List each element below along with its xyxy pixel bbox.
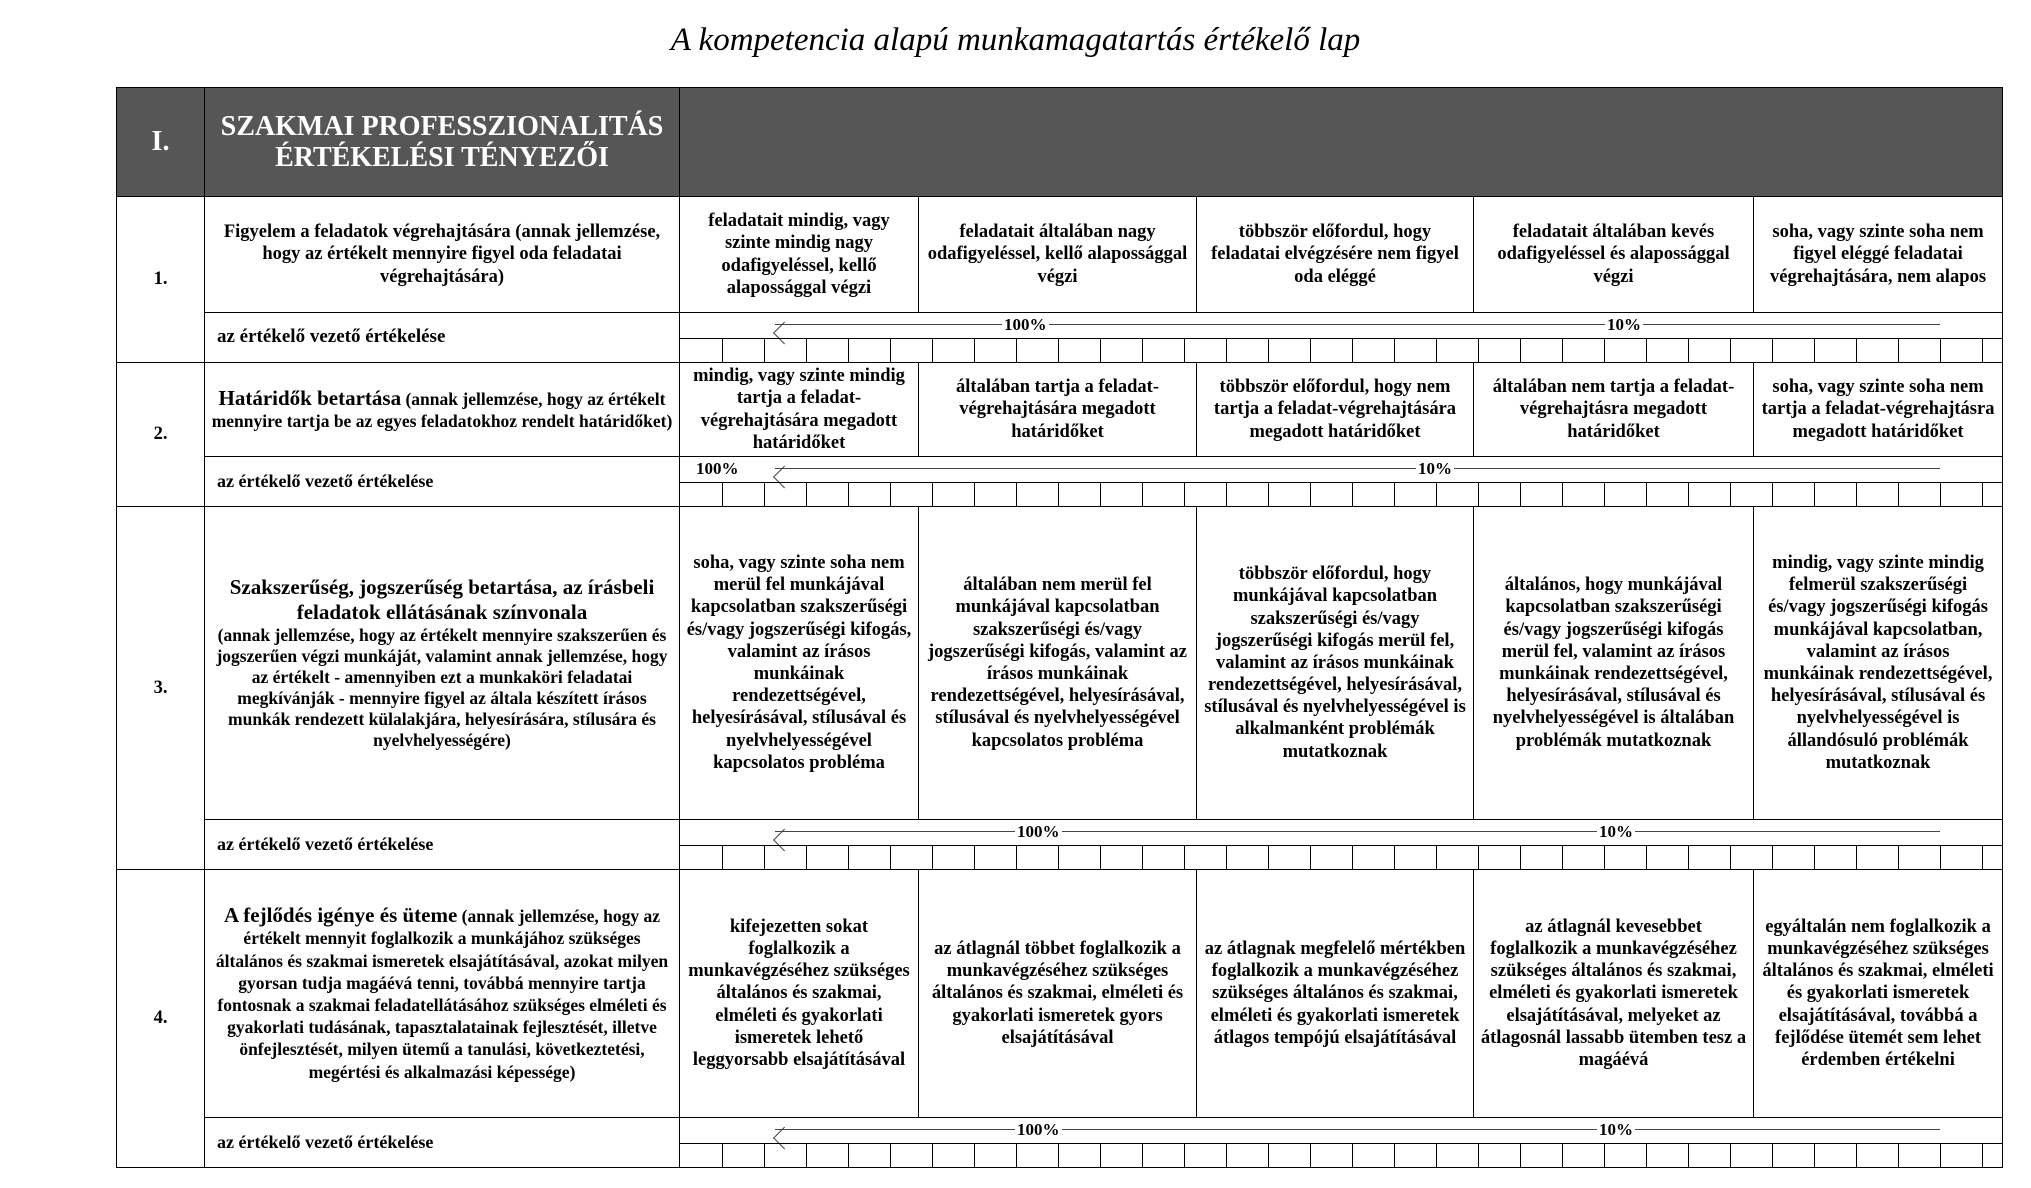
criterion-number: 2. [117,363,205,507]
rating-option: feladatait általában nagy odafigyeléssel, kellő alapossággal végzi [919,197,1197,313]
section-number: I. [117,88,205,197]
rating-box-divider [1772,338,1773,363]
rating-box-divider [1604,482,1605,507]
evaluation-row-4 [117,1118,2003,1168]
rating-box-divider [1184,845,1185,870]
rating-boxes[interactable] [680,482,2002,507]
rating-box-divider [1814,845,1815,870]
evaluator-label: az értékelő vezető értékelése [205,313,680,363]
rating-option: általában nem merül fel munkájával kapcsolatban szakszerűségi és/vagy jogszerűségi kifogás, valamint az írásos munkáinak rendezettségével, helyesírásával, stílusával és nyelvhelyességével kapcsolatos probléma [919,507,1197,820]
rating-box-divider [974,482,975,507]
rating-scale[interactable] [680,1118,2003,1168]
criterion-detail: (annak jellemzése, hogy az értékelt mennyire tartja be az egyes feladatokhoz rendelt határidőket) [211,388,673,431]
criterion-detail: (annak jellemzése, hogy az értékelt mennyire szakszerűen és jogszerűen végzi munkáját, valamint annak jellemzése, hogy az értékelt - amennyiben ezt a munkaköri feladatai megkívánják - mennyire figyel az általa készített írásos munkák rendezett külalakjára, helyesírására, stílusára és nyelvhelyességére) [216,625,668,751]
rating-box-divider [1268,1143,1269,1168]
rating-box-divider [1982,1143,1983,1168]
rating-option: többször előfordul, hogy munkájával kapcsolatban szakszerűségi és/vagy jogszerűségi kifogás merül fel, valamint az írásos munkáinak rendezettségével, helyesírásával, stílusával és nyelvhelyességével is alkalmanként problémák mutatkoznak [1197,507,1474,820]
rating-box-divider [1520,1143,1521,1168]
rating-box-divider [1604,338,1605,363]
rating-box-divider [1142,338,1143,363]
document-title: A kompetencia alapú munkamagatartás értékelő lap [670,22,1361,58]
scale-arrow [775,324,1940,325]
rating-box-divider [1478,1143,1479,1168]
rating-box-divider [932,845,933,870]
rating-box-divider [1772,1143,1773,1168]
rating-box-divider [1142,482,1143,507]
rating-box-divider [764,338,765,363]
rating-box-divider [1856,338,1857,363]
rating-box-divider [1310,338,1311,363]
rating-box-divider [1352,482,1353,507]
rating-option: általában nem tartja a feladat-végrehajtásra megadott határidőket [1474,363,1754,457]
rating-box-divider [1730,845,1731,870]
rating-box-divider [1226,482,1227,507]
rating-box-divider [1520,482,1521,507]
rating-box-divider [1058,482,1059,507]
rating-box-divider [1562,482,1563,507]
rating-box-divider [764,1143,765,1168]
criterion-title: Határidők betartása [218,385,402,410]
evaluation-row-3 [117,820,2003,870]
rating-box-divider [1688,845,1689,870]
rating-box-divider [1520,338,1521,363]
rating-option: többször előfordul, hogy feladatai elvégzésére nem figyel oda eléggé [1197,197,1474,313]
rating-box-divider [1016,338,1017,363]
rating-box-divider [1814,338,1815,363]
header-blank [680,88,2003,197]
rating-option: feladatait mindig, vagy szinte mindig nagy odafigyeléssel, kellő alapossággal végzi [680,197,919,313]
rating-box-divider [1646,845,1647,870]
rating-box-divider [1394,482,1395,507]
rating-box-divider [1604,1143,1605,1168]
rating-option: feladatait általában kevés odafigyeléssel és alapossággal végzi [1474,197,1754,313]
criterion-description [205,870,680,1118]
rating-box-divider [1436,1143,1437,1168]
rating-box-divider [1100,845,1101,870]
evaluator-label: az értékelő vezető értékelése [205,820,680,870]
evaluator-label: az értékelő vezető értékelése [205,457,680,507]
rating-box-divider [806,1143,807,1168]
rating-boxes[interactable] [680,1143,2002,1168]
scale-high-label: 100% [1004,315,1047,334]
rating-boxes[interactable] [680,338,2002,363]
rating-box-divider [1982,845,1983,870]
rating-box-divider [1478,482,1479,507]
rating-box-divider [1352,845,1353,870]
rating-box-divider [722,1143,723,1168]
rating-box-divider [974,845,975,870]
rating-box-divider [806,482,807,507]
criterion-row-1 [117,197,2003,313]
rating-option: az átlagnál kevesebbet foglalkozik a munkavégzéséhez szükséges általános és szakmai, elméleti és gyakorlati ismeretek elsajátításával, melyeket az átlagosnál lassabb ütemben tesz a magáévá [1474,870,1754,1118]
rating-box-divider [848,1143,849,1168]
rating-box-divider [1646,338,1647,363]
rating-option: általában tartja a feladat-végrehajtására megadott határidőket [919,363,1197,457]
evaluation-table [116,87,2003,1168]
rating-box-divider [1016,845,1017,870]
criterion-number: 1. [117,197,205,363]
rating-box-divider [1772,845,1773,870]
rating-box-divider [1478,845,1479,870]
scale-high-label: 100% [696,459,739,478]
rating-box-divider [1478,338,1479,363]
rating-box-divider [1184,338,1185,363]
rating-box-divider [974,338,975,363]
evaluation-row-2 [117,457,2003,507]
rating-box-divider [932,338,933,363]
rating-option: mindig, vagy szinte mindig felmerül szakszerűségi és/vagy jogszerűségi kifogás munkájával kapcsolatban, valamint az írásos munkáinak rendezettségével, helyesírásával, stílusával és nyelvhelyességével is állandósuló problémák mutatkoznak [1754,507,2003,820]
rating-box-divider [1226,338,1227,363]
scale-high-label: 100% [1017,822,1060,841]
section-title: SZAKMAI PROFESSZIONALITÁS ÉRTÉKELÉSI TÉNYEZŐI [205,88,680,197]
rating-box-divider [1226,1143,1227,1168]
scale-arrow [775,468,1940,469]
rating-box-divider [806,338,807,363]
rating-box-divider [1982,338,1983,363]
rating-box-divider [1814,482,1815,507]
criterion-description [205,197,680,313]
criterion-detail: (annak jellemzése, hogy az értékelt mennyit foglalkozik a munkájához szükséges általános és szakmai ismeretek elsajátításával, azokat milyen gyorsan tudja magáévá tenni, továbbá mennyire tartja fontosnak a szakmai feladatellátásához szükséges elméleti és gyakorlati tudásának, tapasztalatainak fejlesztését, illetve önfejlesztését, milyen ütemű a tanulási, következtetési, megértési és alkalmazási képessége) [215,906,669,1082]
rating-box-divider [1940,845,1941,870]
rating-box-divider [806,845,807,870]
rating-boxes[interactable] [680,845,2002,870]
rating-box-divider [848,845,849,870]
rating-box-divider [848,338,849,363]
rating-box-divider [1898,845,1899,870]
rating-box-divider [890,1143,891,1168]
rating-box-divider [764,845,765,870]
rating-box-divider [1898,1143,1899,1168]
rating-box-divider [1142,1143,1143,1168]
scale-high-label: 100% [1017,1120,1060,1139]
criterion-title: A fejlődés igénye és üteme [224,903,458,928]
rating-option: soha, vagy szinte soha nem merül fel munkájával kapcsolatban szakszerűségi és/vagy jogszerűségi kifogás, valamint az írásos munkáinak rendezettségével, helyesírásával, stílusával és nyelvhelyességével kapcsolatos probléma [680,507,919,820]
rating-box-divider [1436,845,1437,870]
criterion-row-3 [117,507,2003,820]
rating-option: mindig, vagy szinte mindig tartja a feladat-végrehajtására megadott határidőket [680,363,919,457]
rating-box-divider [1310,845,1311,870]
rating-box-divider [1646,1143,1647,1168]
rating-box-divider [722,845,723,870]
rating-box-divider [1310,482,1311,507]
criterion-row-4 [117,870,2003,1118]
rating-box-divider [1562,1143,1563,1168]
rating-box-divider [1268,845,1269,870]
rating-box-divider [1520,845,1521,870]
rating-box-divider [1730,1143,1731,1168]
rating-option: többször előfordul, hogy nem tartja a feladat-végrehajtására megadott határidőket [1197,363,1474,457]
rating-box-divider [1940,482,1941,507]
rating-option: egyáltalán nem foglalkozik a munkavégzéséhez szükséges általános és szakmai, elméleti és gyakorlati ismeretek elsajátításával, továbbá a fejlődése ütemét sem lehet érdemben értékelni [1754,870,2003,1118]
rating-box-divider [1184,482,1185,507]
rating-box-divider [1982,482,1983,507]
criterion-number: 4. [117,870,205,1168]
rating-box-divider [1058,338,1059,363]
rating-box-divider [890,338,891,363]
rating-box-divider [890,482,891,507]
criterion-title: Szakszerűség, jogszerűség betartása, az írásbeli feladatok ellátásának színvonala [229,574,655,624]
rating-box-divider [1898,338,1899,363]
evaluator-label: az értékelő vezető értékelése [205,1118,680,1168]
rating-option: kifejezetten sokat foglalkozik a munkavégzéséhez szükséges általános és szakmai, elméleti és gyakorlati ismeretek lehető leggyorsabb elsajátításával [680,870,919,1118]
criterion-title: Figyelem a feladatok végrehajtására (annak jellemzése, hogy az értékelt mennyire figyel oda feladatai végrehajtására) [223,222,661,287]
rating-box-divider [1730,482,1731,507]
rating-box-divider [764,482,765,507]
rating-box-divider [974,1143,975,1168]
rating-box-divider [1688,1143,1689,1168]
rating-box-divider [1352,1143,1353,1168]
rating-option: soha, vagy szinte soha nem figyel eléggé feladatai végrehajtására, nem alapos [1754,197,2003,313]
scale-arrow [775,831,1940,832]
rating-box-divider [1562,338,1563,363]
rating-box-divider [1436,338,1437,363]
criterion-description [205,507,680,820]
rating-box-divider [1058,845,1059,870]
rating-box-divider [1856,482,1857,507]
rating-box-divider [722,338,723,363]
rating-box-divider [1604,845,1605,870]
rating-box-divider [1310,1143,1311,1168]
rating-box-divider [1856,845,1857,870]
rating-box-divider [1184,1143,1185,1168]
rating-box-divider [1226,845,1227,870]
rating-box-divider [1688,482,1689,507]
criterion-description [205,363,680,457]
rating-box-divider [1100,338,1101,363]
rating-option: soha, vagy szinte soha nem tartja a feladat-végrehajtásra megadott határidőket [1754,363,2003,457]
rating-box-divider [1940,1143,1941,1168]
rating-box-divider [1436,482,1437,507]
evaluation-row-1 [117,313,2003,363]
rating-box-divider [1394,338,1395,363]
rating-box-divider [1352,338,1353,363]
rating-box-divider [932,1143,933,1168]
rating-box-divider [1730,338,1731,363]
rating-box-divider [1688,338,1689,363]
scale-low-label: 10% [1418,459,1452,478]
rating-box-divider [1100,482,1101,507]
rating-box-divider [1814,1143,1815,1168]
scale-low-label: 10% [1599,822,1633,841]
rating-box-divider [1268,338,1269,363]
rating-box-divider [1394,1143,1395,1168]
rating-box-divider [1142,845,1143,870]
rating-box-divider [1562,845,1563,870]
scale-low-label: 10% [1599,1120,1633,1139]
rating-scale[interactable] [680,820,2003,870]
rating-box-divider [890,845,891,870]
section-header-row [117,88,2003,197]
rating-box-divider [848,482,849,507]
rating-box-divider [1898,482,1899,507]
rating-box-divider [1772,482,1773,507]
rating-box-divider [1646,482,1647,507]
rating-option: az átlagnak megfelelő mértékben foglalkozik a munkavégzéséhez szükséges általános és szakmai, elméleti és gyakorlati ismeretek átlagos tempójú elsajátításával [1197,870,1474,1118]
rating-box-divider [1058,1143,1059,1168]
rating-scale[interactable] [680,457,2003,507]
rating-option: általános, hogy munkájával kapcsolatban szakszerűségi és/vagy jogszerűségi kifogás merül fel, valamint az írásos munkáinak rendezettségével, helyesírásával, stílusával és nyelvhelyességével is általában problémák mutatkoznak [1474,507,1754,820]
rating-option: az átlagnál többet foglalkozik a munkavégzéséhez szükséges általános és szakmai, elméleti és gyakorlati ismeretek gyors elsajátításával [919,870,1197,1118]
rating-box-divider [932,482,933,507]
rating-box-divider [1016,482,1017,507]
rating-box-divider [1016,1143,1017,1168]
rating-box-divider [1394,845,1395,870]
criterion-number: 3. [117,507,205,870]
rating-box-divider [722,482,723,507]
rating-scale[interactable] [680,313,2003,363]
rating-box-divider [1268,482,1269,507]
rating-box-divider [1100,1143,1101,1168]
rating-box-divider [1856,1143,1857,1168]
rating-box-divider [1940,338,1941,363]
scale-low-label: 10% [1607,315,1641,334]
scale-arrow [775,1129,1940,1130]
criterion-row-2 [117,363,2003,457]
